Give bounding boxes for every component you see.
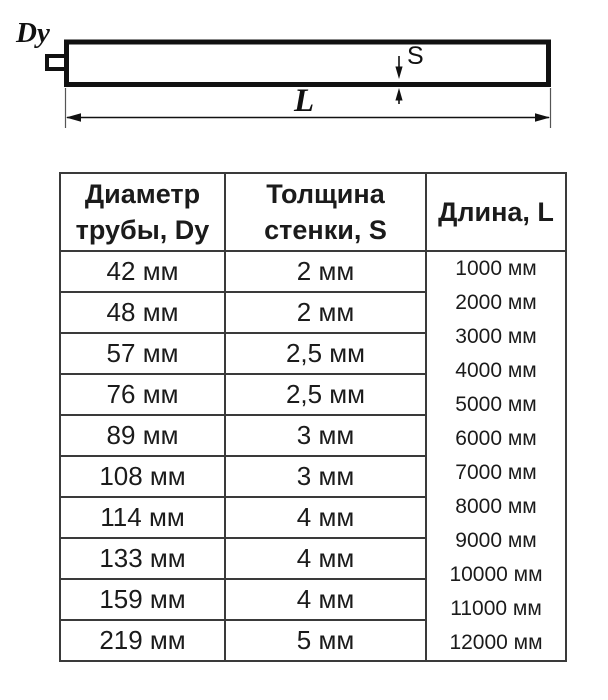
header-length-line1: Длина, L bbox=[438, 196, 554, 227]
header-length bbox=[426, 173, 566, 251]
thickness-cell: 3 мм bbox=[225, 456, 426, 497]
diameter-cell: 133 мм bbox=[60, 538, 225, 579]
thickness-cell: 3 мм bbox=[225, 415, 426, 456]
pipe-spec-table bbox=[59, 172, 567, 662]
thickness-cell: 5 мм bbox=[225, 620, 426, 661]
length-item: 4000 мм bbox=[455, 359, 537, 382]
pipe-fitting bbox=[47, 56, 66, 69]
length-item: 8000 мм bbox=[455, 495, 537, 518]
diameter-cell: 76 мм bbox=[60, 374, 225, 415]
pipe-diagram bbox=[0, 0, 608, 155]
wall-thickness-label: S bbox=[407, 42, 424, 70]
diameter-cell: 108 мм bbox=[60, 456, 225, 497]
length-item: 11000 мм bbox=[450, 597, 542, 620]
length-item: 2000 мм bbox=[455, 291, 537, 314]
table-header-row bbox=[60, 173, 566, 251]
length-merged-cell bbox=[426, 251, 566, 661]
diameter-cell: 57 мм bbox=[60, 333, 225, 374]
thickness-cell: 2 мм bbox=[225, 292, 426, 333]
header-thickness-line1: Толщина bbox=[266, 179, 385, 209]
header-diameter-line1: Диаметр bbox=[84, 179, 201, 209]
length-item: 9000 мм bbox=[455, 529, 537, 552]
diameter-cell: 42 мм bbox=[60, 251, 225, 292]
header-diameter bbox=[60, 173, 225, 251]
length-item: 5000 мм bbox=[455, 393, 537, 416]
length-item: 10000 мм bbox=[449, 563, 543, 586]
length-label: L bbox=[294, 83, 315, 119]
length-item: 3000 мм bbox=[455, 325, 537, 348]
thickness-cell: 2,5 мм bbox=[225, 333, 426, 374]
diameter-cell: 89 мм bbox=[60, 415, 225, 456]
table-row bbox=[60, 251, 566, 292]
thickness-cell: 4 мм bbox=[225, 538, 426, 579]
diameter-cell: 159 мм bbox=[60, 579, 225, 620]
pipe-body bbox=[67, 42, 549, 85]
diameter-label: Dy bbox=[16, 17, 50, 49]
diameter-cell: 48 мм bbox=[60, 292, 225, 333]
length-item: 6000 мм bbox=[455, 427, 537, 450]
thickness-cell: 2 мм bbox=[225, 251, 426, 292]
header-thickness bbox=[225, 173, 426, 251]
diameter-cell: 114 мм bbox=[60, 497, 225, 538]
diameter-cell: 219 мм bbox=[60, 620, 225, 661]
header-diameter-line2: трубы, Dy bbox=[75, 215, 210, 245]
header-thickness-line2: стенки, S bbox=[264, 215, 387, 245]
thickness-cell: 2,5 мм bbox=[225, 374, 426, 415]
length-item: 7000 мм bbox=[455, 461, 537, 484]
thickness-cell: 4 мм bbox=[225, 497, 426, 538]
length-item: 1000 мм bbox=[455, 257, 537, 280]
thickness-cell: 4 мм bbox=[225, 579, 426, 620]
length-item: 12000 мм bbox=[449, 631, 543, 654]
